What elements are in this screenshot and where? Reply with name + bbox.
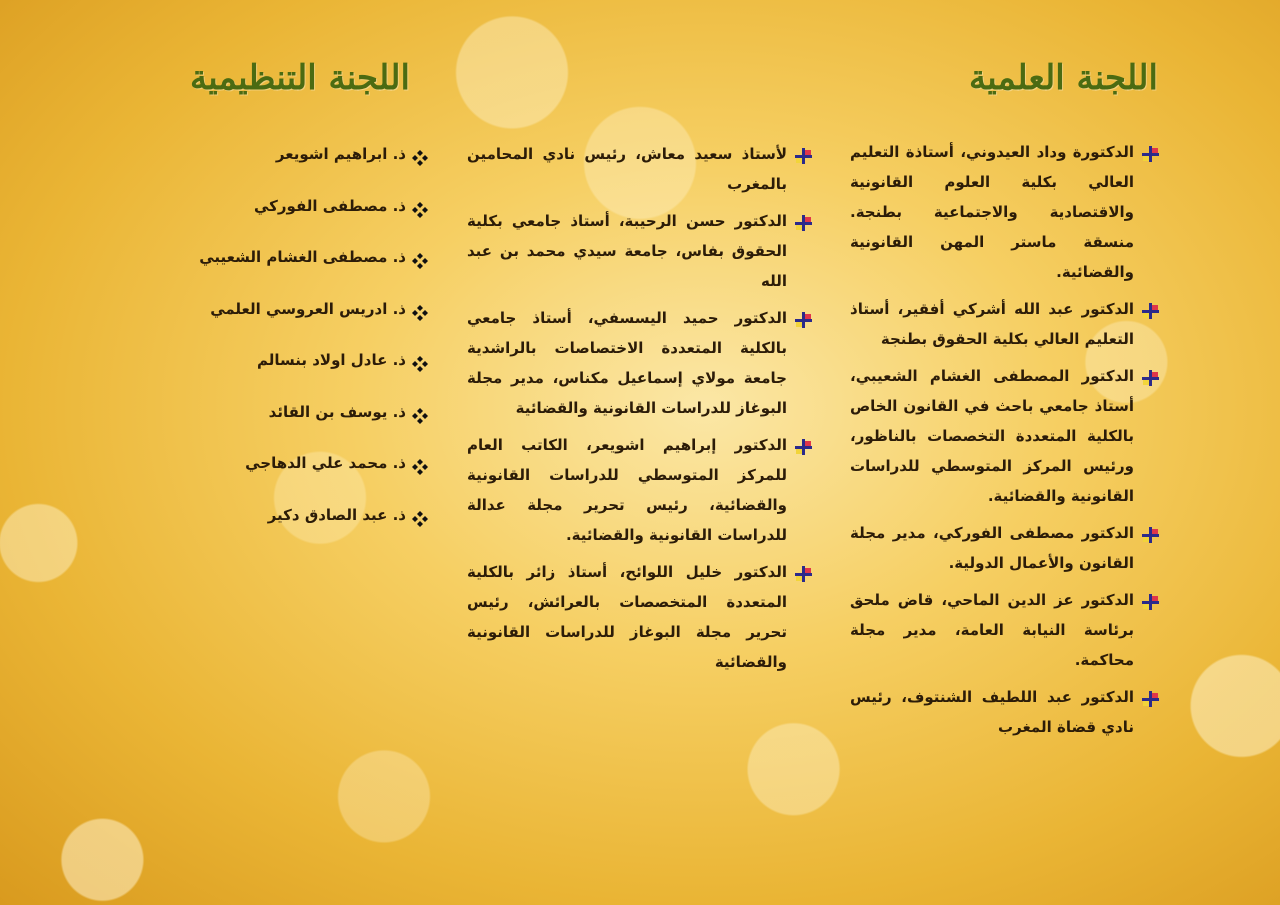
list-item-text: الدكتور حميد اليسسفي، أستاذ جامعي بالكلية المتعددة الاختصاصات بالراشدية جامعة مولاي إسماعيل مكناس، مدير مجلة البوغاز للدراسات القانونية والقضائية (467, 309, 787, 417)
list-item (188, 191, 428, 221)
arrow-cross-bullet-icon (793, 563, 813, 581)
arrow-cross-bullet-icon (1140, 300, 1160, 318)
list-item (188, 448, 428, 478)
arrow-cross-bullet-icon (1140, 688, 1160, 706)
list-item (850, 137, 1162, 287)
list-item-text: الدكتور مصطفى الفوركي، مدير مجلة القانون والأعمال الدولية. (850, 524, 1134, 572)
list-item (850, 518, 1162, 578)
list-item-text: لأستاذ سعيد معاش، رئيس نادي المحامين بالمغرب (467, 145, 787, 193)
list-item-text: الدكتور خليل اللوائح، أستاذ زائر بالكلية المتعددة المتخصصات بالعرائش، رئيس تحرير مجلة البوغاز للدراسات القانونية والقضائية (467, 563, 787, 671)
arrow-cross-bullet-icon (1140, 143, 1160, 161)
list-item-text: ذ. محمد علي الدهاجي (245, 454, 406, 472)
list-item (188, 397, 428, 427)
four-diamond-bullet-icon (412, 198, 428, 214)
list-item-text: ذ. مصطفى الفوركي (254, 196, 406, 215)
arrow-cross-bullet-icon (1140, 524, 1160, 542)
scientific-committee-list-1 (850, 137, 1162, 749)
arrow-cross-bullet-icon (1140, 367, 1160, 385)
list-item (850, 294, 1162, 354)
list-item-text: ذ. مصطفى الغشام الشعيبي (199, 248, 406, 266)
arrow-cross-bullet-icon (793, 309, 813, 327)
list-item (188, 294, 428, 324)
list-item-text: ذ. ادريس العروسي العلمي (210, 299, 406, 318)
arrow-cross-bullet-icon (793, 212, 813, 230)
list-item (188, 500, 428, 530)
arrow-cross-bullet-icon (1140, 591, 1160, 609)
scientific-committee-list-2 (467, 139, 815, 684)
list-item (467, 557, 815, 677)
four-diamond-bullet-icon (412, 249, 428, 265)
list-item-text: الدكتور المصطفى الغشام الشعيبي، أستاذ جامعي باحث في القانون الخاص بالكلية المتعددة التخصصات بالناظور، ورئيس المركز المتوسطي للدراسات القانونية والقضائية. (850, 367, 1134, 505)
four-diamond-bullet-icon (412, 352, 428, 368)
list-item-text: الدكتور عز الدين الماحي، قاض ملحق برئاسة النيابة العامة، مدير مجلة محاكمة. (850, 591, 1134, 669)
list-item (188, 139, 428, 169)
organizing-committee-title: اللجنة التنظيمية (190, 58, 410, 98)
list-item-text: الدكتورة وداد العيدوني، أستاذة التعليم العالي بكلية العلوم القانونية والاقتصادية والاجتماعية بطنجة. منسقة ماستر المهن القانونية والقضائية. (850, 143, 1134, 281)
list-item (850, 682, 1162, 742)
arrow-cross-bullet-icon (793, 436, 813, 454)
list-item-text: الدكتور عبد الله أشركي أفقير، أستاذ التعليم العالي بكلية الحقوق بطنجة (850, 300, 1134, 348)
four-diamond-bullet-icon (412, 404, 428, 420)
list-item-text: الدكتور حسن الرحيبة، أستاذ جامعي بكلية الحقوق بفاس، جامعة سيدي محمد بن عبد الله (467, 212, 787, 290)
list-item (188, 345, 428, 375)
list-item-text: الدكتور إبراهيم اشويعر، الكاتب العام للمركز المتوسطي للدراسات القانونية والقضائية، رئيس تحرير مجلة عدالة للدراسات القانونية والقضائية. (467, 436, 787, 544)
list-item (850, 361, 1162, 511)
list-item-text: ذ. يوسف بن القائد (268, 402, 406, 421)
four-diamond-bullet-icon (412, 301, 428, 317)
list-item-text: ذ. ابراهيم اشويعر (275, 145, 406, 163)
four-diamond-bullet-icon (412, 455, 428, 471)
list-item (188, 242, 428, 272)
list-item (467, 206, 815, 296)
scientific-committee-title: اللجنة العلمية (969, 58, 1158, 98)
list-item-text: الدكتور عبد اللطيف الشنتوف، رئيس نادي قضاة المغرب (850, 688, 1134, 736)
arrow-cross-bullet-icon (793, 145, 813, 163)
four-diamond-bullet-icon (412, 507, 428, 523)
list-item-text: ذ. عبد الصادق دكير (267, 505, 406, 524)
list-item (850, 585, 1162, 675)
list-item (467, 430, 815, 550)
organizing-committee-list (188, 139, 428, 551)
list-item (467, 139, 815, 199)
four-diamond-bullet-icon (412, 146, 428, 162)
list-item-text: ذ. عادل اولاد بنسالم (256, 351, 406, 369)
list-item (467, 303, 815, 423)
